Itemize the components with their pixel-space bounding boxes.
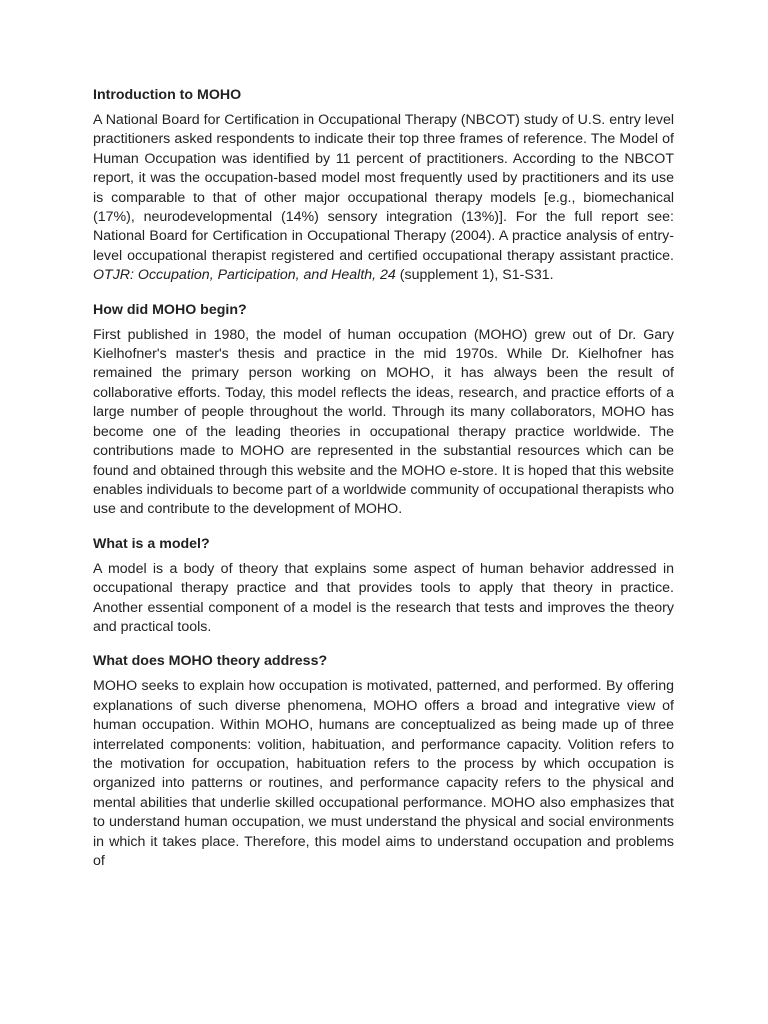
section-body-introduction — [93, 111, 674, 286]
section-heading-theory: What does MOHO theory address? — [93, 653, 328, 670]
journal-citation: (supplement 1), S1-S31. — [399, 267, 554, 284]
document-page — [93, 85, 674, 871]
section-body-theory: MOHO seeks to explain how occupation is motivated, patterned, and performed. By offering explanations of such diverse phenomena, MOHO offers a broad and integrative view of human occupation. Within MOHO, humans are conceptualized as being made up of three interrelated components: volition, habituation, and performance capacity. Volition refers to the motivation for occupation, habituation refers to the process by which occupation is organized into patterns or routines, and performance capacity refers to the physical and mental abilities that underlie skilled occupational performance. MOHO also emphasizes that to understand human occupation, we must understand the physical and social environments in which it takes place. Therefore, this model aims to understand occupation and problems of — [93, 678, 674, 869]
section-heading-model: What is a model? — [93, 535, 210, 552]
journal-title: OTJR: Occupation, Participation, and Health, 24 — [93, 267, 396, 284]
section-body-model: A model is a body of theory that explains some aspect of human behavior addressed in occupational therapy practice and that provides tools to apply that theory in practice. Another essential component of a model is the research that tests and improves the theory and practical tools. — [93, 560, 674, 635]
section-heading-introduction: Introduction to MOHO — [93, 87, 242, 103]
section-heading-begin: How did MOHO begin? — [93, 301, 247, 318]
section-body-begin: First published in 1980, the model of human occupation (MOHO) grew out of Dr. Gary Kielhofner's master's thesis and practice in the mid 1970s. While Dr. Kielhofner has remained the primary person working on MOHO, it has always been the result of collaborative efforts. Today, this model reflects the ideas, research, and practice efforts of a large number of people throughout the world. Through its many collaborators, MOHO has become one of the leading theories in occupational therapy practice worldwide. The contributions made to MOHO are represented in the substantial resources which can be found and obtained through this website and the MOHO e-store. It is hoped that this website enables individuals to become part of a worldwide community of occupational therapists who use and contribute to the development of MOHO. — [93, 326, 674, 518]
intro-text: A National Board for Certification in Occupational Therapy (NBCOT) study of U.S. entry level practitioners asked respondents to indicate their top three frames of reference. The Model of Human Occupation was identified by 11 percent of practitioners. According to the NBCOT report, it was the occupation-based model most frequently used by practitioners and its use is comparable to that of other major occupational therapy models [e.g., biomechanical (17%), neurodevelopmental (14%) sensory integration (13%)]. For the full report see: National Board for Certification in Occupational Therapy (2004). A practice analysis of entry-level occupational therapist registered and certified occupational therapy assistant practice. — [93, 112, 674, 264]
